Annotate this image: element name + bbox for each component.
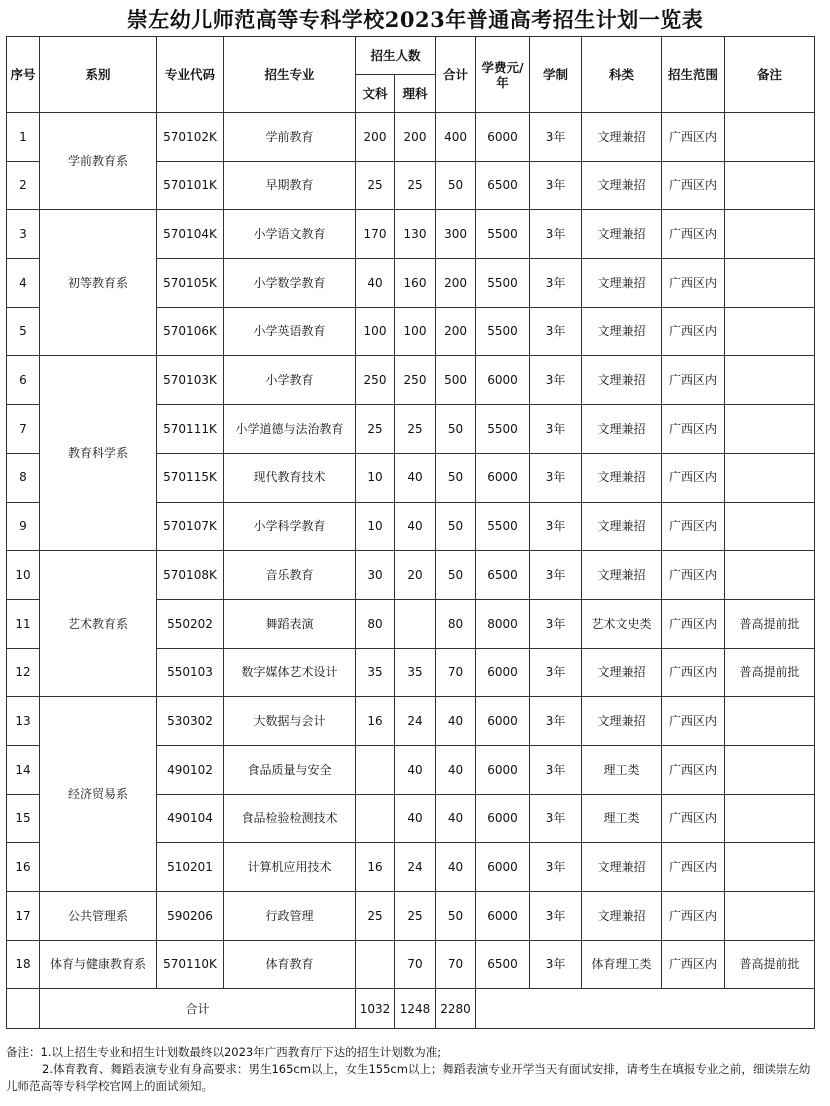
- cell-subject: 艺术文史类: [582, 599, 662, 648]
- cell-region: 广西区内: [662, 453, 725, 502]
- cell-fee: 6000: [476, 453, 530, 502]
- cell-code: 570106K: [157, 307, 224, 356]
- cell-years: 3年: [530, 745, 582, 794]
- cell-total: 300: [436, 210, 476, 259]
- header-total: 合计: [436, 37, 476, 113]
- cell-years: 3年: [530, 356, 582, 405]
- cell-years: 3年: [530, 259, 582, 308]
- cell-arts: [356, 745, 395, 794]
- table-row: [7, 697, 815, 746]
- cell-major: 小学英语教育: [224, 307, 356, 356]
- header-arts: 文科: [356, 75, 395, 113]
- cell-region: 广西区内: [662, 551, 725, 600]
- cell-seq: 8: [7, 453, 40, 502]
- cell-region: 广西区内: [662, 356, 725, 405]
- cell-remark: [725, 113, 815, 162]
- cell-total: 400: [436, 113, 476, 162]
- header-remark: 备注: [725, 37, 815, 113]
- cell-region: 广西区内: [662, 210, 725, 259]
- cell-subject: 文理兼招: [582, 697, 662, 746]
- cell-arts: [356, 940, 395, 989]
- header-years: 学制: [530, 37, 582, 113]
- header-science: 理科: [395, 75, 436, 113]
- cell-science: 24: [395, 697, 436, 746]
- cell-region: 广西区内: [662, 502, 725, 551]
- cell-total: 50: [436, 405, 476, 454]
- cell-science: 24: [395, 843, 436, 892]
- cell-fee: 5500: [476, 259, 530, 308]
- notes: [6, 1044, 814, 1095]
- cell-subject: 理工类: [582, 794, 662, 843]
- cell-years: 3年: [530, 697, 582, 746]
- cell-seq: 12: [7, 648, 40, 697]
- cell-remark: [725, 502, 815, 551]
- cell-years: 3年: [530, 405, 582, 454]
- cell-seq: 15: [7, 794, 40, 843]
- cell-remark: [725, 843, 815, 892]
- cell-total: 500: [436, 356, 476, 405]
- cell-total: 40: [436, 843, 476, 892]
- cell-years: 3年: [530, 892, 582, 941]
- enrollment-plan-table: [6, 36, 815, 1029]
- page-title: 崇左幼儿师范高等专科学校2023年普通高考招生计划一览表: [126, 7, 704, 32]
- cell-fee: 6500: [476, 940, 530, 989]
- cell-code: 490102: [157, 745, 224, 794]
- cell-fee: 5500: [476, 502, 530, 551]
- table-row: [7, 113, 815, 162]
- cell-fee: 5500: [476, 405, 530, 454]
- cell-major: 小学科学教育: [224, 502, 356, 551]
- cell-subject: 文理兼招: [582, 356, 662, 405]
- cell-arts: 25: [356, 892, 395, 941]
- cell-fee: 6500: [476, 161, 530, 210]
- table-row: [7, 210, 815, 259]
- cell-region: 广西区内: [662, 940, 725, 989]
- cell-subject: 理工类: [582, 745, 662, 794]
- cell-years: 3年: [530, 940, 582, 989]
- cell-region: 广西区内: [662, 259, 725, 308]
- cell-code: 490104: [157, 794, 224, 843]
- cell-remark: [725, 453, 815, 502]
- cell-science: 25: [395, 892, 436, 941]
- cell-years: 3年: [530, 113, 582, 162]
- cell-code: 570115K: [157, 453, 224, 502]
- cell-fee: 6000: [476, 356, 530, 405]
- cell-dept: 学前教育系: [40, 113, 157, 210]
- cell-major: 学前教育: [224, 113, 356, 162]
- cell-science: 40: [395, 453, 436, 502]
- cell-region: 广西区内: [662, 892, 725, 941]
- cell-major: 早期教育: [224, 161, 356, 210]
- cell-region: 广西区内: [662, 599, 725, 648]
- cell-seq: 16: [7, 843, 40, 892]
- cell-total: 200: [436, 307, 476, 356]
- cell-dept: 初等教育系: [40, 210, 157, 356]
- cell-fee: 6000: [476, 113, 530, 162]
- cell-region: 广西区内: [662, 697, 725, 746]
- cell-science: 130: [395, 210, 436, 259]
- cell-remark: [725, 697, 815, 746]
- table-row: [7, 551, 815, 600]
- cell-science: 25: [395, 405, 436, 454]
- cell-arts: 16: [356, 843, 395, 892]
- cell-total: 50: [436, 502, 476, 551]
- cell-remark: 普高提前批: [725, 940, 815, 989]
- cell-remark: [725, 259, 815, 308]
- cell-arts: 10: [356, 453, 395, 502]
- cell-subject: 文理兼招: [582, 405, 662, 454]
- cell-subject: 文理兼招: [582, 259, 662, 308]
- cell-remark: [725, 551, 815, 600]
- total-label: 合计: [40, 989, 356, 1029]
- cell-subject: 文理兼招: [582, 453, 662, 502]
- cell-major: 计算机应用技术: [224, 843, 356, 892]
- header-dept: 系别: [40, 37, 157, 113]
- cell-science: 200: [395, 113, 436, 162]
- table-row: [7, 892, 815, 941]
- cell-fee: 6000: [476, 745, 530, 794]
- cell-seq: 3: [7, 210, 40, 259]
- cell-arts: 35: [356, 648, 395, 697]
- cell-subject: 文理兼招: [582, 551, 662, 600]
- table-row: [7, 940, 815, 989]
- note-2: 2.体育教育、舞蹈表演专业有身高要求：男生165cm以上，女生155cm以上；舞蹈表演专业开学当天有面试安排，请考生在填报专业之前，细读崇左幼儿师范高等专科学校官网上的面试须知。: [6, 1062, 811, 1093]
- cell-code: 570105K: [157, 259, 224, 308]
- cell-region: 广西区内: [662, 745, 725, 794]
- cell-seq: 18: [7, 940, 40, 989]
- cell-science: 250: [395, 356, 436, 405]
- cell-seq: 11: [7, 599, 40, 648]
- cell-subject: 文理兼招: [582, 161, 662, 210]
- header-fee: 学费元/年: [476, 37, 530, 113]
- cell-remark: [725, 210, 815, 259]
- cell-code: 570101K: [157, 161, 224, 210]
- cell-remark: [725, 745, 815, 794]
- cell-total: 40: [436, 697, 476, 746]
- cell-arts: 250: [356, 356, 395, 405]
- table-body: [7, 113, 815, 989]
- cell-total: 50: [436, 551, 476, 600]
- cell-subject: 文理兼招: [582, 113, 662, 162]
- total-row: [7, 989, 815, 1029]
- cell-fee: 6000: [476, 648, 530, 697]
- cell-code: 530302: [157, 697, 224, 746]
- cell-years: 3年: [530, 307, 582, 356]
- cell-subject: 文理兼招: [582, 502, 662, 551]
- cell-major: 行政管理: [224, 892, 356, 941]
- cell-code: 570103K: [157, 356, 224, 405]
- cell-major: 小学语文教育: [224, 210, 356, 259]
- cell-total: 40: [436, 745, 476, 794]
- total-blank: [7, 989, 40, 1029]
- cell-years: 3年: [530, 648, 582, 697]
- cell-code: 570102K: [157, 113, 224, 162]
- cell-dept: 艺术教育系: [40, 551, 157, 697]
- cell-major: 食品质量与安全: [224, 745, 356, 794]
- cell-fee: 5500: [476, 307, 530, 356]
- cell-years: 3年: [530, 161, 582, 210]
- cell-years: 3年: [530, 843, 582, 892]
- total-arts: 1032: [356, 989, 395, 1029]
- cell-subject: 文理兼招: [582, 843, 662, 892]
- header-quota: 招生人数: [356, 37, 436, 75]
- cell-seq: 17: [7, 892, 40, 941]
- cell-science: 160: [395, 259, 436, 308]
- cell-years: 3年: [530, 210, 582, 259]
- header-seq: 序号: [7, 37, 40, 113]
- cell-subject: 体育理工类: [582, 940, 662, 989]
- cell-fee: 6000: [476, 843, 530, 892]
- cell-total: 70: [436, 940, 476, 989]
- total-science: 1248: [395, 989, 436, 1029]
- cell-region: 广西区内: [662, 843, 725, 892]
- cell-total: 70: [436, 648, 476, 697]
- cell-major: 体育教育: [224, 940, 356, 989]
- total-filler: [476, 989, 815, 1029]
- cell-major: 小学数学教育: [224, 259, 356, 308]
- cell-fee: 8000: [476, 599, 530, 648]
- header-region: 招生范围: [662, 37, 725, 113]
- cell-years: 3年: [530, 453, 582, 502]
- cell-region: 广西区内: [662, 405, 725, 454]
- cell-code: 570108K: [157, 551, 224, 600]
- cell-arts: 80: [356, 599, 395, 648]
- cell-code: 590206: [157, 892, 224, 941]
- cell-science: 40: [395, 745, 436, 794]
- cell-seq: 9: [7, 502, 40, 551]
- cell-science: [395, 599, 436, 648]
- cell-arts: 10: [356, 502, 395, 551]
- cell-subject: 文理兼招: [582, 892, 662, 941]
- cell-subject: 文理兼招: [582, 307, 662, 356]
- cell-seq: 10: [7, 551, 40, 600]
- cell-dept: 公共管理系: [40, 892, 157, 941]
- cell-dept: 教育科学系: [40, 356, 157, 551]
- cell-years: 3年: [530, 599, 582, 648]
- cell-major: 数字媒体艺术设计: [224, 648, 356, 697]
- header-subject: 科类: [582, 37, 662, 113]
- total-all: 2280: [436, 989, 476, 1029]
- cell-region: 广西区内: [662, 113, 725, 162]
- cell-major: 大数据与会计: [224, 697, 356, 746]
- cell-remark: [725, 405, 815, 454]
- cell-seq: 4: [7, 259, 40, 308]
- cell-code: 550103: [157, 648, 224, 697]
- cell-remark: [725, 794, 815, 843]
- cell-major: 食品检验检测技术: [224, 794, 356, 843]
- cell-remark: [725, 307, 815, 356]
- cell-remark: 普高提前批: [725, 648, 815, 697]
- cell-code: 570110K: [157, 940, 224, 989]
- cell-major: 舞蹈表演: [224, 599, 356, 648]
- cell-total: 200: [436, 259, 476, 308]
- cell-remark: [725, 161, 815, 210]
- cell-seq: 1: [7, 113, 40, 162]
- cell-years: 3年: [530, 551, 582, 600]
- cell-arts: 30: [356, 551, 395, 600]
- cell-total: 80: [436, 599, 476, 648]
- cell-total: 50: [436, 892, 476, 941]
- cell-remark: [725, 356, 815, 405]
- cell-science: 20: [395, 551, 436, 600]
- cell-total: 50: [436, 453, 476, 502]
- cell-fee: 6500: [476, 551, 530, 600]
- cell-seq: 6: [7, 356, 40, 405]
- cell-science: 100: [395, 307, 436, 356]
- cell-subject: 文理兼招: [582, 648, 662, 697]
- cell-years: 3年: [530, 794, 582, 843]
- cell-code: 510201: [157, 843, 224, 892]
- cell-code: 570104K: [157, 210, 224, 259]
- cell-arts: 25: [356, 405, 395, 454]
- cell-arts: 40: [356, 259, 395, 308]
- cell-dept: 体育与健康教育系: [40, 940, 157, 989]
- cell-science: 40: [395, 502, 436, 551]
- cell-major: 小学教育: [224, 356, 356, 405]
- cell-fee: 5500: [476, 210, 530, 259]
- cell-arts: [356, 794, 395, 843]
- cell-region: 广西区内: [662, 161, 725, 210]
- cell-total: 50: [436, 161, 476, 210]
- cell-remark: [725, 892, 815, 941]
- table-row: [7, 356, 815, 405]
- cell-fee: 6000: [476, 892, 530, 941]
- cell-code: 570107K: [157, 502, 224, 551]
- cell-science: 70: [395, 940, 436, 989]
- cell-seq: 7: [7, 405, 40, 454]
- cell-seq: 2: [7, 161, 40, 210]
- cell-arts: 25: [356, 161, 395, 210]
- cell-remark: 普高提前批: [725, 599, 815, 648]
- cell-arts: 16: [356, 697, 395, 746]
- cell-dept: 经济贸易系: [40, 697, 157, 892]
- cell-major: 小学道德与法治教育: [224, 405, 356, 454]
- cell-region: 广西区内: [662, 648, 725, 697]
- cell-science: 25: [395, 161, 436, 210]
- cell-years: 3年: [530, 502, 582, 551]
- cell-arts: 100: [356, 307, 395, 356]
- cell-seq: 14: [7, 745, 40, 794]
- note-1: 备注：1.以上招生专业和招生计划数最终以2023年广西教育厅下达的招生计划数为准;: [6, 1045, 442, 1059]
- cell-science: 35: [395, 648, 436, 697]
- cell-arts: 170: [356, 210, 395, 259]
- cell-code: 570111K: [157, 405, 224, 454]
- header-major: 招生专业: [224, 37, 356, 113]
- cell-region: 广西区内: [662, 307, 725, 356]
- cell-region: 广西区内: [662, 794, 725, 843]
- cell-major: 现代教育技术: [224, 453, 356, 502]
- header-code: 专业代码: [157, 37, 224, 113]
- cell-seq: 13: [7, 697, 40, 746]
- cell-total: 40: [436, 794, 476, 843]
- cell-fee: 6000: [476, 697, 530, 746]
- cell-major: 音乐教育: [224, 551, 356, 600]
- cell-science: 40: [395, 794, 436, 843]
- cell-code: 550202: [157, 599, 224, 648]
- cell-fee: 6000: [476, 794, 530, 843]
- cell-seq: 5: [7, 307, 40, 356]
- cell-arts: 200: [356, 113, 395, 162]
- cell-subject: 文理兼招: [582, 210, 662, 259]
